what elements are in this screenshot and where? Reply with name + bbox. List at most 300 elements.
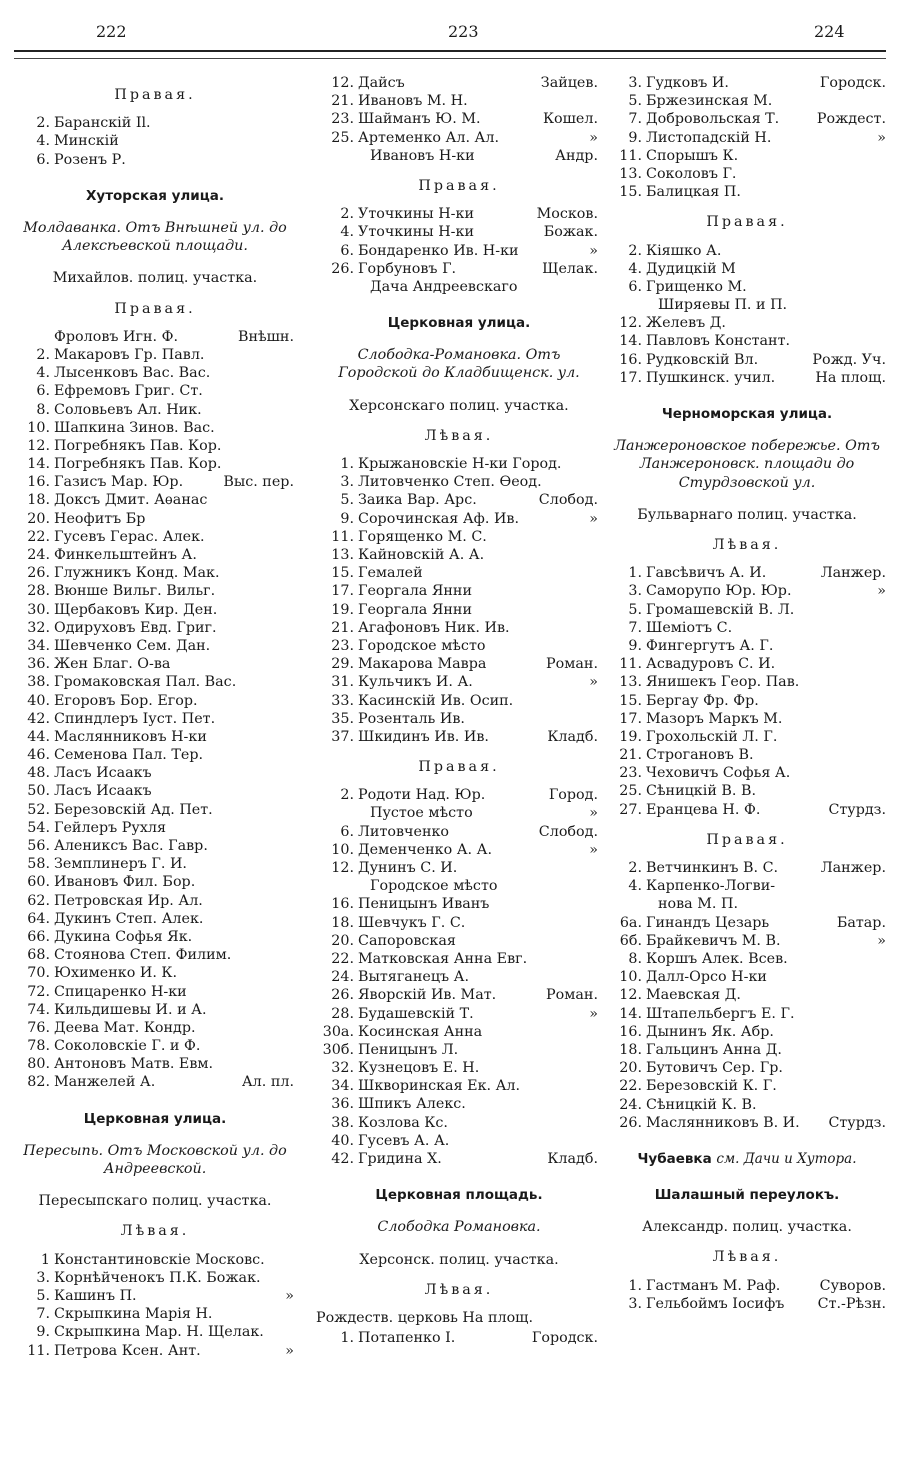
resident-name: Юхименко И. К. (54, 965, 178, 982)
house-number: 56. (27, 838, 50, 855)
side-heading: Правая. (418, 759, 500, 776)
cross-street: Батар. (836, 914, 886, 931)
house-number: 20. (619, 1060, 642, 1077)
house-number: 23. (331, 637, 354, 654)
house-number: 72. (27, 983, 50, 1000)
house-number: 22. (619, 1078, 642, 1095)
house-number: 5. (628, 601, 642, 618)
list-item (604, 1096, 890, 1114)
resident-name: Петровская Ир. Ал. (54, 892, 203, 909)
house-number: 3. (628, 1295, 642, 1312)
house-number: 28. (27, 583, 50, 600)
resident-name: Маслянниковъ Н-ки (54, 728, 207, 745)
resident-name: Вюнше Вильг. Вильг. (54, 583, 216, 600)
house-number: 27. (619, 801, 642, 818)
resident-name: Дудицкій М (646, 260, 736, 277)
house-number: 6а. (619, 914, 642, 931)
list-item (316, 1132, 602, 1150)
cross-street: Кладб. (547, 728, 598, 745)
side-heading: Правая. (114, 300, 196, 317)
resident-name: Ласъ Исаакъ (54, 783, 152, 800)
police-district: Михайлов. полиц. участка. (52, 270, 258, 287)
house-number: 13. (331, 547, 354, 564)
resident-name: Пеницынъ Л. (358, 1041, 459, 1058)
list-item (12, 1001, 298, 1019)
list-item (604, 968, 890, 986)
cross-street: » (877, 932, 886, 949)
resident-name: Громаковская Пал. Вас. (54, 674, 237, 691)
cross-street: Роман. (546, 656, 598, 673)
list-item (604, 950, 890, 968)
list-item (316, 673, 602, 691)
house-number: 46. (27, 747, 50, 764)
house-number: 44. (27, 728, 50, 745)
house-number: 22. (331, 950, 354, 967)
cross-street: Роман. (546, 987, 598, 1004)
resident-name: Уточкины Н-ки (358, 206, 474, 223)
resident-name: Скрыпкина Марія Н. (54, 1306, 213, 1323)
resident-name: Фроловъ Игн. Ф. (54, 328, 178, 345)
house-number: 32. (27, 619, 50, 636)
crossref-note: см. Дачи и Хутора. (716, 1150, 857, 1167)
house-number: 13. (619, 165, 642, 182)
house-number: 3. (36, 1269, 50, 1286)
house-number: 15. (619, 184, 642, 201)
list-item (604, 92, 890, 110)
resident-name: Брайкевичъ М. В. (646, 932, 781, 949)
resident-name: Георгала Янни (358, 583, 472, 600)
list-item (316, 491, 602, 509)
house-number: 40. (331, 1132, 354, 1149)
list-item (316, 129, 602, 147)
list-item (316, 619, 602, 637)
list-item (12, 401, 298, 419)
house-number: 16. (331, 896, 354, 913)
list-item (316, 841, 602, 859)
resident-name: Яворскій Ив. Мат. (358, 987, 497, 1004)
list-item (12, 692, 298, 710)
list-item (12, 1037, 298, 1055)
resident-name: Соколовъ Г. (646, 165, 737, 182)
resident-name: Бондаренко Ив. Н-ки (358, 242, 519, 259)
house-number: 7. (36, 1306, 50, 1323)
house-number: 8. (36, 401, 50, 418)
house-number: 60. (27, 874, 50, 891)
list-item (12, 510, 298, 528)
list-item (12, 132, 298, 150)
cross-street: » (877, 129, 886, 146)
list-item (316, 473, 602, 491)
list-item (12, 655, 298, 673)
house-number: 36. (331, 1096, 354, 1113)
house-number: 18. (27, 492, 50, 509)
resident-name: Бутовичъ Сер. Гр. (646, 1060, 783, 1077)
resident-name: Деменченко А. А. (358, 841, 493, 858)
list-item (604, 619, 890, 637)
resident-name: Егоровъ Бор. Егор. (54, 692, 198, 709)
house-number: 21. (331, 93, 354, 110)
resident-name: Далл-Орсо Н-ки (646, 969, 767, 986)
list-item (316, 455, 602, 473)
house-number: 38. (331, 1114, 354, 1131)
list-item (604, 296, 890, 314)
house-number: 4. (340, 224, 354, 241)
list-item (12, 892, 298, 910)
house-number: 48. (27, 765, 50, 782)
house-number: 22. (27, 528, 50, 545)
list-item (316, 278, 602, 296)
resident-name: Стоянова Степ. Филим. (54, 947, 232, 964)
resident-name: Березовскій К. Г. (646, 1078, 777, 1095)
list-item (316, 242, 602, 260)
cross-street: Щелак. (542, 260, 598, 277)
page-number-center: 223 (448, 22, 479, 41)
resident-name: Финкельштейнъ А. (54, 547, 197, 564)
street-heading: Шалашный переулокъ. (654, 1187, 840, 1204)
resident-name: Дача Андреевскаго (370, 278, 518, 295)
list-item (316, 655, 602, 673)
house-number: 12. (27, 437, 50, 454)
street-name: Чубаевка (637, 1150, 712, 1167)
list-item (316, 1150, 602, 1168)
house-number: 24. (331, 969, 354, 986)
house-number: 19. (331, 601, 354, 618)
house-number: 9. (628, 129, 642, 146)
house-number: 33. (331, 692, 354, 709)
side-heading: Лѣвая. (712, 537, 782, 554)
house-number: 29. (331, 656, 354, 673)
house-number: 6. (628, 278, 642, 295)
house-number: 2. (36, 115, 50, 132)
resident-name: Горященко М. С. (358, 528, 487, 545)
list-item (12, 346, 298, 364)
list-item (316, 804, 602, 822)
resident-name: Кульчикъ И. А. (358, 674, 473, 691)
list-item (604, 877, 890, 895)
house-number: 26. (331, 987, 354, 1004)
resident-name: Семенова Пал. Тер. (54, 747, 204, 764)
resident-name: Ивановъ Н-ки (370, 147, 475, 164)
list-item (12, 1305, 298, 1323)
resident-name: Грищенко М. (646, 278, 747, 295)
house-number: 68. (27, 947, 50, 964)
house-number: 4. (36, 365, 50, 382)
police-district: Пересыпскаго полиц. участка. (38, 1193, 272, 1210)
list-item (604, 1023, 890, 1041)
side-heading: Лѣвая. (424, 427, 494, 444)
cross-street: Стурдз. (828, 1114, 886, 1131)
resident-name: Бржезинская М. (646, 93, 773, 110)
house-number: 9. (628, 637, 642, 654)
list-item (316, 1005, 602, 1023)
cross-street: Божак. (543, 224, 598, 241)
resident-name: Шевченко Сем. Дан. (54, 637, 211, 654)
house-number: 20. (27, 510, 50, 527)
resident-name: Минскій (54, 133, 119, 150)
list-item (604, 1041, 890, 1059)
house-number: 50. (27, 783, 50, 800)
list-item (12, 619, 298, 637)
resident-name: Горбуновъ Г. (358, 260, 457, 277)
cross-street: » (589, 674, 598, 691)
list-item (316, 74, 602, 92)
street-crossref (604, 1150, 890, 1168)
cross-street: Кошел. (542, 111, 598, 128)
house-number: 5. (36, 1288, 50, 1305)
house-number: 30а. (322, 1023, 354, 1040)
resident-name: Громашевскій В. Л. (646, 601, 795, 618)
cross-street: » (285, 1342, 294, 1359)
side-heading: Правая. (418, 177, 500, 194)
house-number: 1. (340, 1330, 354, 1347)
list-item (12, 564, 298, 582)
column-middle (316, 74, 602, 1347)
list-item (12, 1287, 298, 1305)
list-item (12, 455, 298, 473)
list-item (316, 986, 602, 1004)
house-number: 3. (628, 583, 642, 600)
list-item (316, 1041, 602, 1059)
resident-name: Матковская Анна Евг. (358, 950, 528, 967)
house-number: 78. (27, 1038, 50, 1055)
house-number: 82. (27, 1074, 50, 1091)
list-item (316, 692, 602, 710)
list-item (12, 1323, 298, 1341)
list-item (12, 437, 298, 455)
resident-name: Дынинъ Як. Абр. (646, 1023, 774, 1040)
cross-street: Внѣшн. (237, 328, 294, 345)
cross-street: » (589, 510, 598, 527)
house-number: 15. (331, 565, 354, 582)
list-item (316, 823, 602, 841)
list-item (316, 968, 602, 986)
resident-name: Спорышъ К. (646, 147, 739, 164)
list-item (604, 314, 890, 332)
house-number: 42. (27, 710, 50, 727)
list-item (604, 601, 890, 619)
house-number: 14. (619, 1005, 642, 1022)
header-rule (14, 50, 886, 52)
house-number: 30. (27, 601, 50, 618)
list-item (604, 582, 890, 600)
resident-name: Гудковъ И. (646, 75, 729, 91)
resident-name: Шапкина Зинов. Вас. (54, 419, 215, 436)
cross-street: Ланжер. (820, 565, 886, 582)
house-number: 7. (628, 619, 642, 636)
resident-name: Желевъ Д. (646, 315, 726, 332)
side-heading: Лѣвая. (120, 1223, 190, 1240)
resident-name: Асвадуровъ С. И. (646, 656, 776, 673)
resident-name: Строгановъ В. (646, 747, 754, 764)
resident-name: Манжелей А. (54, 1074, 156, 1091)
house-number: 70. (27, 965, 50, 982)
house-number: 24. (27, 547, 50, 564)
list-item (604, 782, 890, 800)
house-number: 26. (331, 260, 354, 277)
police-district: Александр. полиц. участка. (642, 1219, 852, 1236)
list-item (316, 546, 602, 564)
house-number: 12. (331, 75, 354, 91)
list-item (12, 528, 298, 546)
house-number: 24. (619, 1096, 642, 1113)
house-number: 2. (628, 860, 642, 877)
list-item (604, 74, 890, 92)
list-item (12, 419, 298, 437)
list-item (12, 837, 298, 855)
house-number: 17. (331, 583, 354, 600)
house-number: 64. (27, 910, 50, 927)
side-heading: Правая. (706, 831, 788, 848)
house-number: 7. (628, 111, 642, 128)
resident-name: Крыжановскіе Н-ки Город. (358, 456, 562, 473)
house-number: 25. (331, 129, 354, 146)
house-number: 25. (619, 783, 642, 800)
street-heading: Черноморская улица. (661, 406, 833, 423)
list-item (12, 764, 298, 782)
list-item (12, 382, 298, 400)
resident-name: Гальцинъ Анна Д. (646, 1041, 782, 1058)
house-number: 11. (27, 1342, 50, 1359)
street-heading: Церковная площадь. (375, 1187, 543, 1204)
list-item (316, 528, 602, 546)
house-number: 6б. (619, 932, 642, 949)
resident-name: Коршъ Алек. Всев. (646, 951, 788, 967)
house-number: 35. (331, 710, 354, 727)
list-item (12, 910, 298, 928)
resident-name: Ширяевы П. и П. (658, 297, 788, 314)
house-number: 11. (331, 528, 354, 545)
cross-street: » (589, 242, 598, 259)
resident-name: Деева Мат. Кондр. (54, 1019, 196, 1036)
resident-name: Шкидинъ Ив. Ив. (358, 728, 489, 745)
cross-street: Городск. (819, 75, 886, 91)
cross-street: Москов. (536, 206, 598, 223)
cross-street: » (589, 805, 598, 822)
page-number-right: 224 (814, 22, 845, 41)
house-number: 52. (27, 801, 50, 818)
house-number: 26. (619, 1114, 642, 1131)
cross-street: » (589, 841, 598, 858)
resident-name: Козлова Кс. (358, 1114, 448, 1131)
cross-street: Рожд. Уч. (812, 351, 886, 368)
cross-street: Стурдз. (828, 801, 886, 818)
house-number: 12. (619, 315, 642, 332)
house-number: 10. (619, 969, 642, 986)
resident-name: Алениксъ Вас. Гавр. (54, 838, 208, 855)
house-number: 17. (619, 710, 642, 727)
street-heading: Церковная улица. (83, 1110, 227, 1127)
house-number: 14. (619, 333, 642, 350)
resident-name: Добровольская Т. (646, 111, 780, 128)
list-item (12, 782, 298, 800)
list-item (604, 260, 890, 278)
resident-name: Ивановъ Фил. Бор. (54, 874, 196, 891)
resident-name: Дунинъ С. И. (358, 860, 458, 877)
resident-name: Ветчинкинъ В. С. (646, 860, 779, 877)
cross-street: Рождест. (816, 111, 886, 128)
house-number: 9. (340, 510, 354, 527)
house-number: 20. (331, 932, 354, 949)
house-number: 13. (619, 674, 642, 691)
resident-name: Уточкины Н-ки (358, 224, 474, 241)
resident-name: Агафоновъ Ник. Ив. (358, 619, 510, 636)
resident-name: Гусевъ Герас. Алек. (54, 528, 205, 545)
list-item (316, 637, 602, 655)
list-item (12, 114, 298, 132)
police-district: Бульварнаго полиц. участка. (637, 506, 857, 523)
resident-name: Шайманъ Ю. М. (358, 111, 481, 128)
resident-name: Косинская Анна (358, 1023, 483, 1040)
house-number: 10. (27, 419, 50, 436)
resident-name: Грохольскій Л. Г. (646, 728, 778, 745)
list-item (12, 983, 298, 1001)
house-number: 2. (340, 787, 354, 804)
list-item (604, 1077, 890, 1095)
resident-name: Кіяшко А. (646, 242, 722, 259)
list-item (12, 710, 298, 728)
list-item (316, 147, 602, 165)
resident-name: Листопадскій Н. (646, 129, 772, 146)
header-rule-thin (14, 58, 886, 59)
page-number-left: 222 (96, 22, 127, 41)
house-number: 9. (36, 1324, 50, 1341)
list-item (604, 673, 890, 691)
list-item (604, 932, 890, 950)
list-item (316, 1077, 602, 1095)
resident-name: Литовченко Степ. Ѳеод. (358, 474, 542, 491)
resident-name: Саморупо Юр. Юр. (646, 583, 792, 600)
resident-name: Сорочинская Аф. Ив. (358, 510, 520, 527)
house-number: 8. (628, 951, 642, 967)
list-item (604, 1295, 890, 1313)
resident-name: Артеменко Ал. Ал. (358, 129, 500, 146)
house-number: 42. (331, 1151, 354, 1168)
list-item (12, 1073, 298, 1091)
list-item (316, 110, 602, 128)
resident-name: Спиндлеръ Іуст. Пет. (54, 710, 216, 727)
resident-name: Ивановъ М. Н. (358, 93, 468, 110)
resident-name: Шпикъ Алекс. (358, 1096, 466, 1113)
list-item (604, 564, 890, 582)
list-item (12, 946, 298, 964)
resident-name: Гусевъ А. А. (358, 1132, 450, 1149)
street-description: Пересыпь. Отъ Московской ул. до Андреевской. (23, 1142, 287, 1178)
resident-name: Гинандъ Цезарь (646, 914, 770, 931)
resident-name: Скрыпкина Мар. Н. Щелак. (54, 1324, 264, 1341)
house-number: 4. (628, 260, 642, 277)
resident-name: Жен Благ. О-ва (54, 656, 171, 673)
house-number: 12. (619, 987, 642, 1004)
resident-name: Гельбоймъ Іосифъ (646, 1295, 785, 1312)
list-item (12, 1055, 298, 1073)
cross-street: Слобод. (538, 492, 598, 509)
resident-name: Кашинъ П. (54, 1288, 137, 1305)
list-item (12, 873, 298, 891)
police-district: Херсонск. полиц. участка. (359, 1251, 559, 1268)
house-number: 5. (628, 93, 642, 110)
list-item (604, 110, 890, 128)
list-item (316, 710, 602, 728)
resident-name: Соловьевъ Ал. Ник. (54, 401, 202, 418)
resident-name: Будашевскій Т. (358, 1005, 474, 1022)
resident-name: Березовскій Ад. Пет. (54, 801, 213, 818)
resident-name: Потапенко І. (358, 1330, 456, 1347)
resident-name: Городское мѣсто (358, 637, 486, 654)
cross-street: На площ. (815, 369, 886, 386)
side-heading: Лѣвая. (424, 1281, 494, 1298)
side-heading: Правая. (114, 87, 196, 103)
resident-name: Глужникъ Конд. Мак. (54, 565, 220, 582)
